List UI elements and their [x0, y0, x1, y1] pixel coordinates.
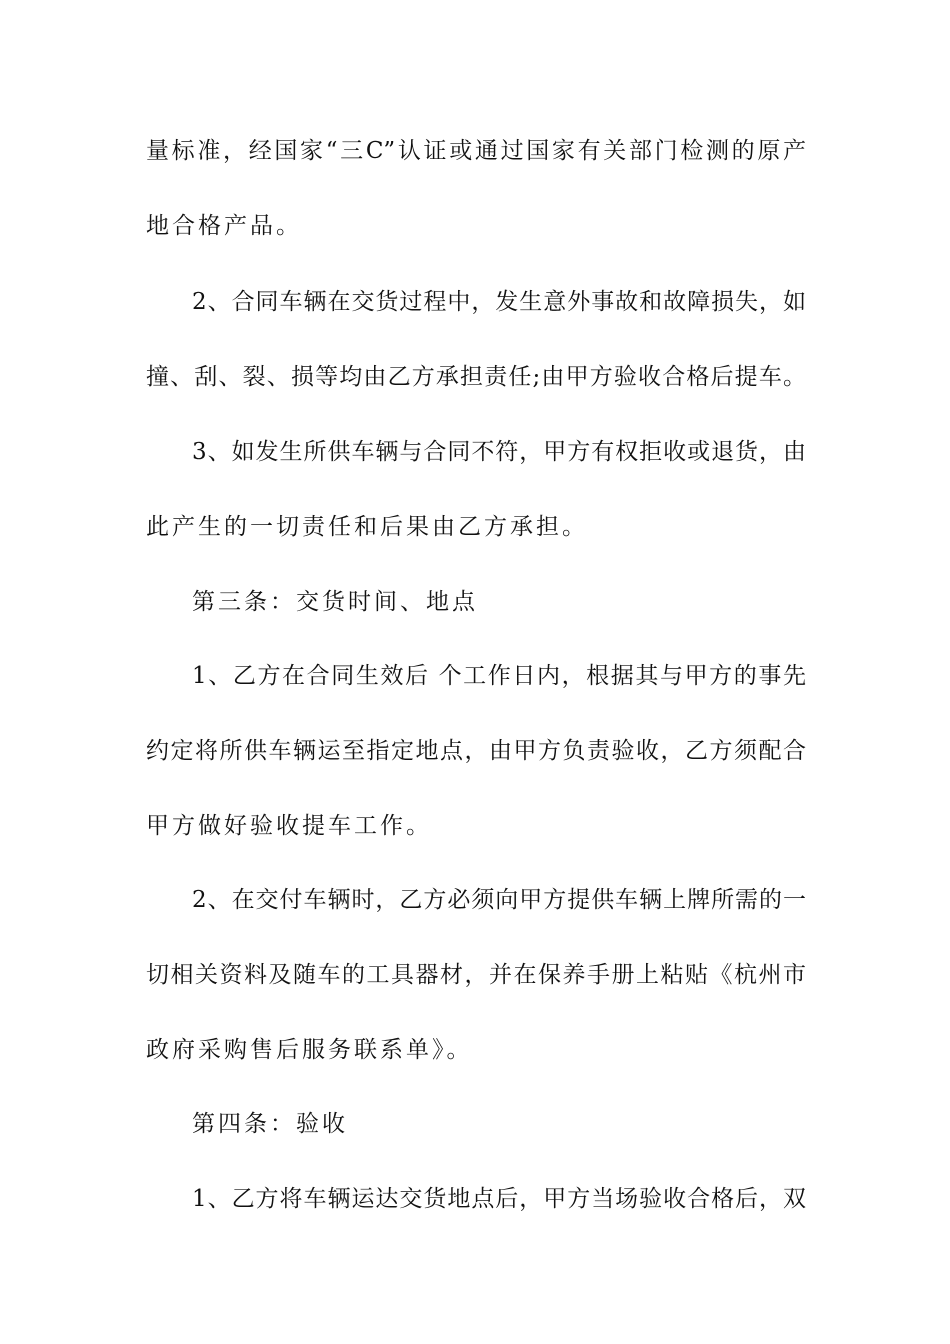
body-text-line: 政府采购售后服务联系单》。: [146, 1037, 473, 1063]
article-heading-3: 第三条：交货时间、地点: [192, 589, 478, 615]
body-text-line: 撞、刮、裂、损等均由乙方承担责任;由甲方验收合格后提车。: [146, 364, 806, 390]
clause-item-3-line: 3、如发生所供车辆与合同不符，甲方有权拒收或退货，由: [192, 439, 806, 465]
body-text-line: 甲方做好验收提车工作。: [146, 813, 432, 839]
body-text-line: 此产生的一切责任和后果由乙方承担。: [146, 514, 588, 540]
article-heading-4: 第四条：验收: [192, 1111, 348, 1137]
body-text-line: 约定将所供车辆运至指定地点，由甲方负责验收，乙方须配合: [146, 738, 806, 764]
clause-item-2-line: 2、合同车辆在交货过程中，发生意外事故和故障损失，如: [192, 289, 806, 315]
body-text-line: 量标准，经国家“三C”认证或通过国家有关部门检测的原产: [146, 138, 806, 164]
body-text-line: 地合格产品。: [146, 213, 302, 239]
clause-item-1-line: 1、乙方在合同生效后 个工作日内，根据其与甲方的事先: [192, 663, 806, 689]
clause-item-1-line: 1、乙方将车辆运达交货地点后，甲方当场验收合格后，双: [192, 1186, 806, 1212]
body-text-line: 切相关资料及随车的工具器材，并在保养手册上粘贴《杭州市: [146, 962, 806, 988]
clause-item-2-line: 2、在交付车辆时，乙方必须向甲方提供车辆上牌所需的一: [192, 887, 806, 913]
